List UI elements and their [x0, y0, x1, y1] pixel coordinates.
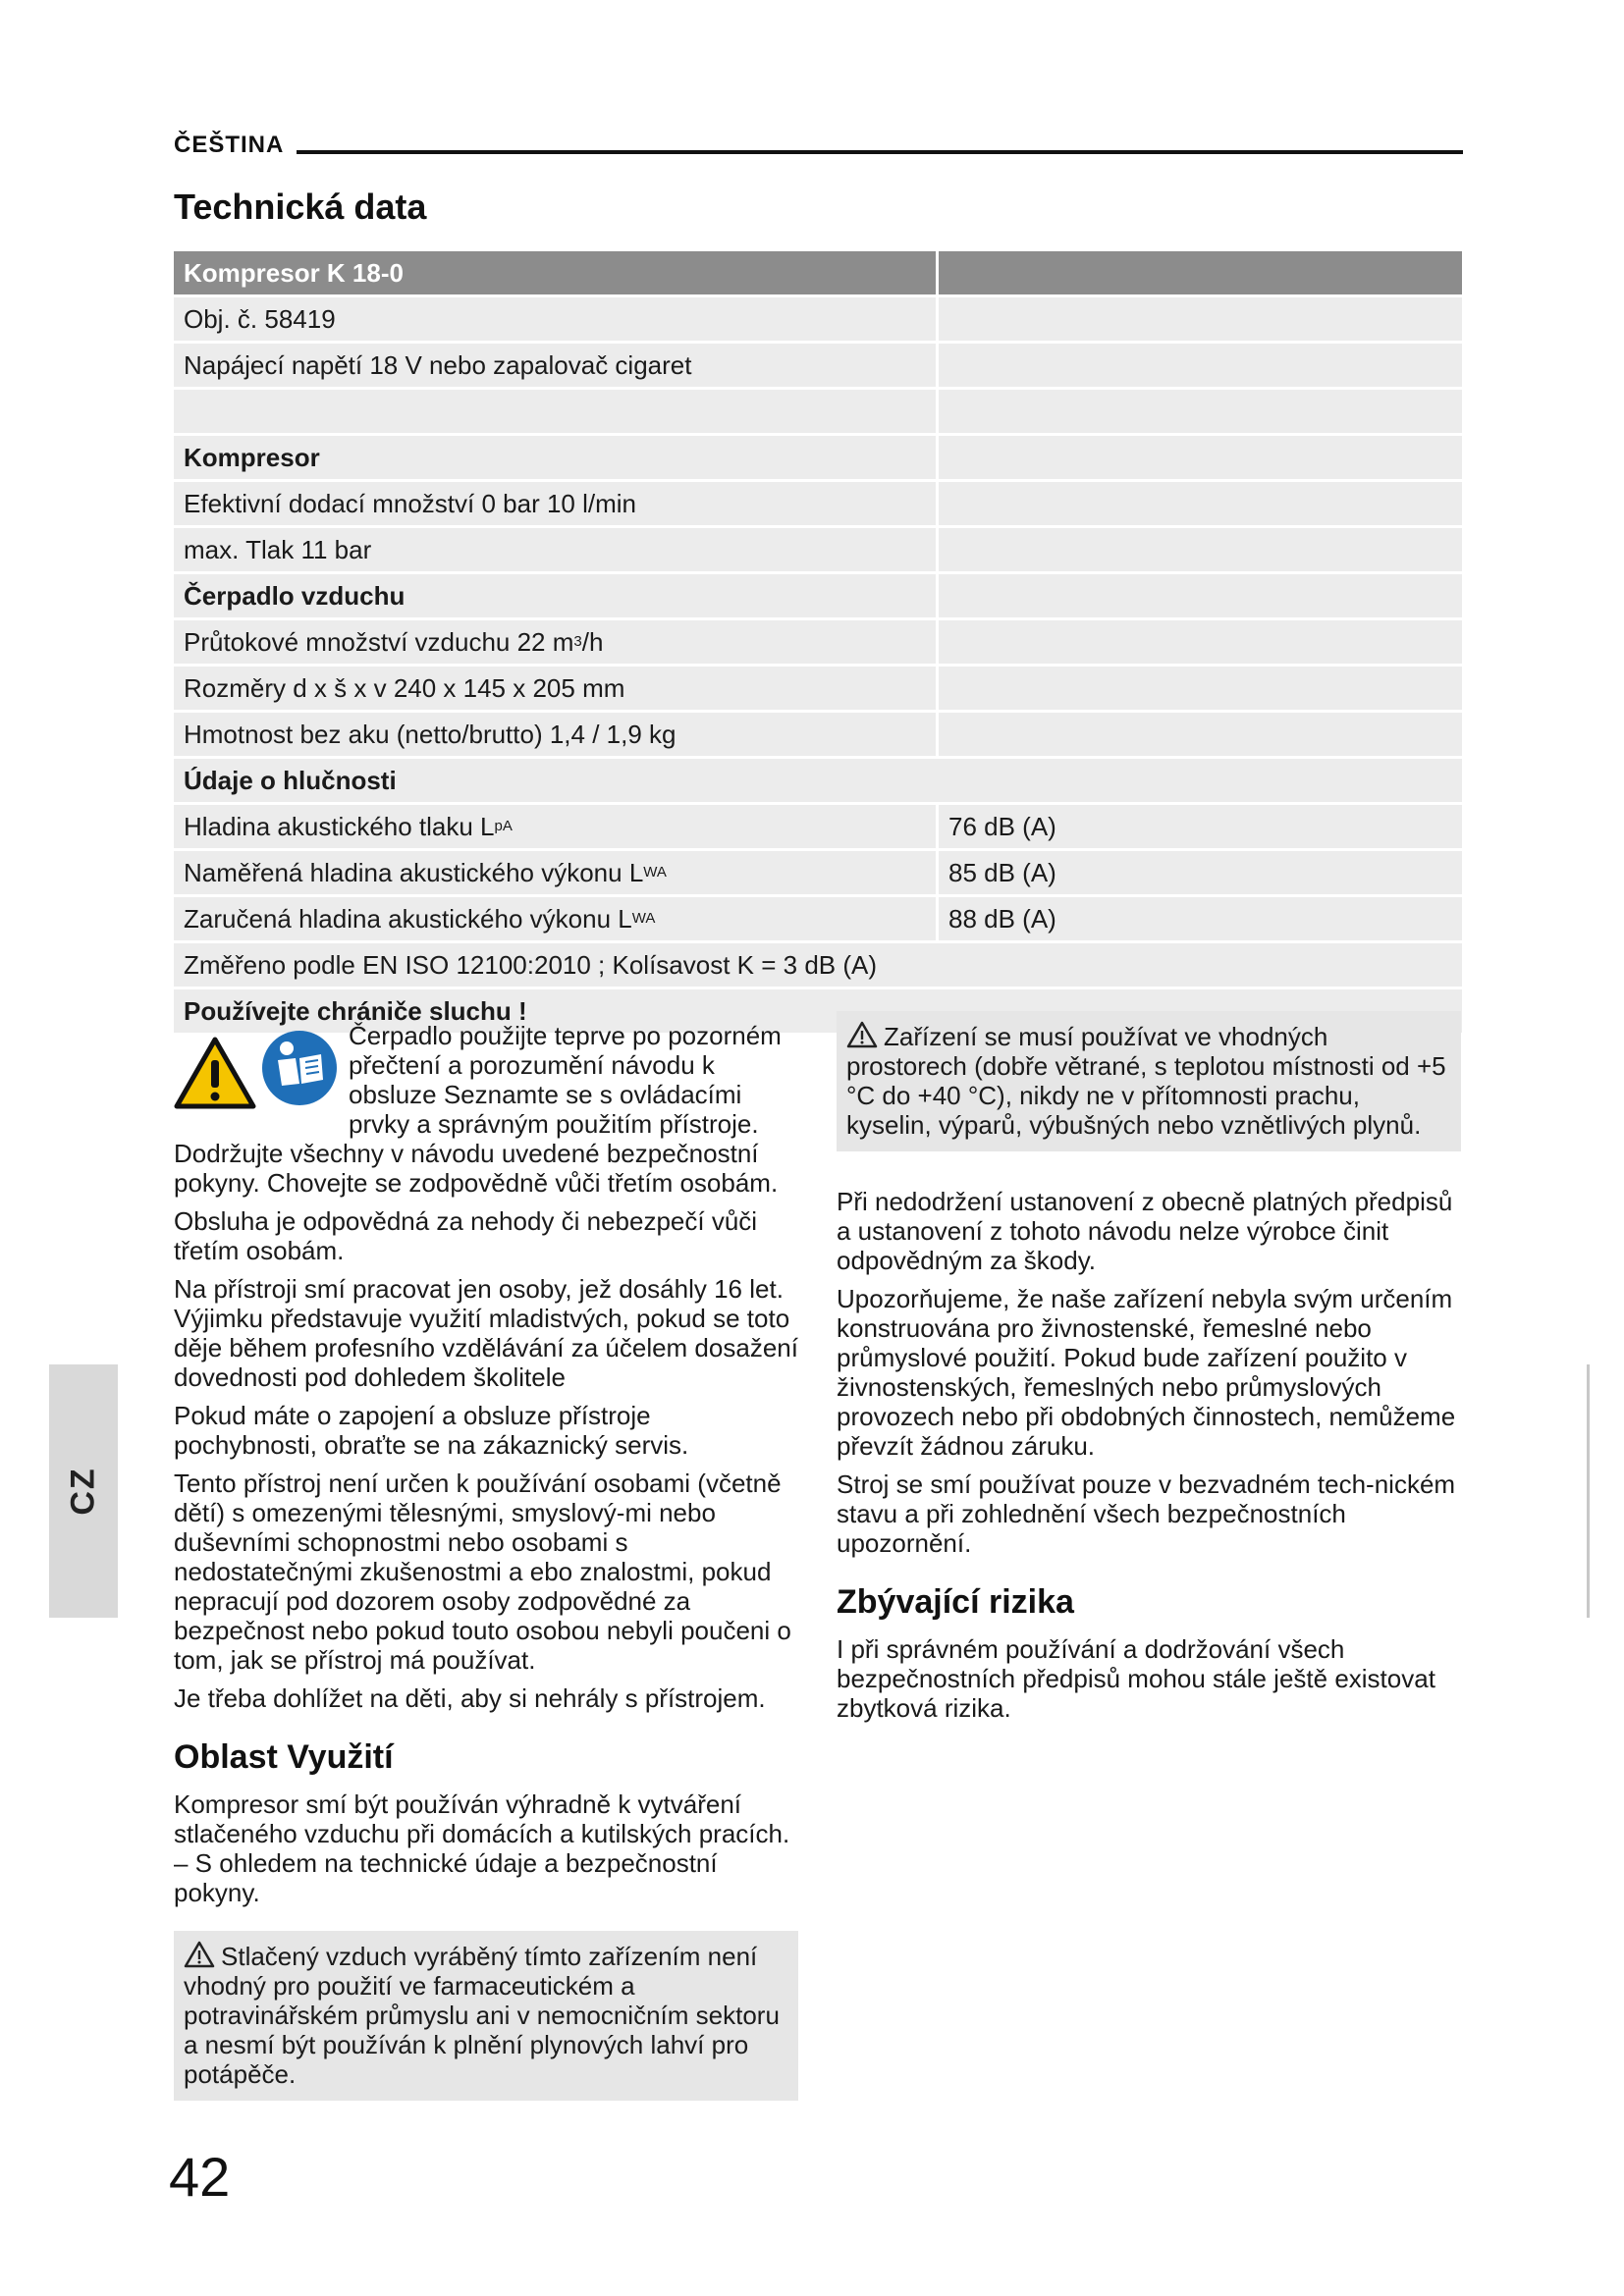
spec-row	[174, 387, 1462, 433]
paragraph: Obsluha je odpovědná za nehody či nebezpečí vůči třetím osobám.	[174, 1206, 758, 1265]
spec-row: Změřeno podle EN ISO 12100:2010 ; Kolísavost K = 3 dB (A)	[174, 940, 1462, 987]
spec-row-section: Čerpadlo vzduchu	[174, 571, 1462, 617]
spec-row: Efektivní dodací množství 0 bar 10 l/min	[174, 479, 1462, 525]
spec-row: Rozměry d x š x v 240 x 145 x 205 mm	[174, 664, 1462, 710]
paragraph: Na přístroji smí pracovat jen osoby, jež dosáhly 16 let. Výjimku představuje využití mladistvých, pokud se toto děje během profesního vzdělávání za účelem dosažení dovednosti pod dohledem školitele	[174, 1274, 798, 1392]
spec-row: max. Tlak 11 bar	[174, 525, 1462, 571]
read-manual-icon	[260, 1029, 339, 1107]
edge-line	[1587, 1364, 1590, 1618]
spec-row-note: Používejte chrániče sluchu !	[174, 987, 1462, 1033]
warning-outline-icon	[184, 1941, 215, 1968]
page-number: 42	[169, 2146, 231, 2208]
spec-table-header	[174, 251, 1462, 294]
intro-paragraph: Čerpadlo použijte teprve po pozorném přečtení a porozumění návodu k obsluze Seznamte se s ovládacími prvky a správným použitím přístroje. Dodržujte všechny v návodu uvedené bezpečnostní pokyny. Chovejte se zodpovědně vůči třetím osobám.	[174, 1021, 782, 1198]
header-rule	[297, 150, 1463, 154]
spec-row-section: Údaje o hlučnosti	[174, 756, 1462, 802]
paragraph: Tento přístroj není určen k používání osobami (včetně dětí) s omezenými tělesnými, smyslový-mi nebo duševními schopnostmi nebo osobami s nedostatečnými zkušenostmi a ebo znalostmi, pokud nepracují pod dozorem osoby zodpovědné za bezpečnost nebo pokud touto osobou nebyli poučeni o tom, jak se přístroj má používat.	[174, 1468, 791, 1675]
warning-box: Zařízení se musí používat ve vhodných prostorech (dobře větrané, s teplotou místnosti od +5 °C do +40 °C), nikdy ne v přítomnosti prachu, kyselin, výparů, výbušných nebo vznětlivých plynů.	[837, 1011, 1461, 1151]
language-side-tab: CZ	[49, 1364, 118, 1618]
paragraph: Upozorňujeme, že naše zařízení nebyla svým určením konstruována pro živnostenské, řemeslné nebo průmyslové použití. Pokud bude zařízení použito v živnostenských, řemeslných nebo průmyslových provozech nebo při obdobných činnostech, nemůžeme převzít žádnou záruku.	[837, 1284, 1456, 1461]
risks-heading: Zbývající rizika	[837, 1583, 1074, 1621]
usage-paragraph: Kompresor smí být používán výhradně k vytváření stlačeného vzduchu při domácích a kutilských pracích. – S ohledem na technické údaje a bezpečnostní pokyny.	[174, 1789, 790, 1907]
spec-row: Zaručená hladina akustického výkonu L WA 88 dB (A)	[174, 894, 1462, 940]
spec-row: Hladina akustického tlaku L pA 76 dB (A)	[174, 802, 1462, 848]
spec-row: Naměřená hladina akustického výkonu L WA 85 dB (A)	[174, 848, 1462, 894]
left-column	[174, 1021, 798, 2101]
spec-row: Obj. č. 58419	[174, 294, 1462, 341]
spec-table-title: Kompresor K 18-0	[174, 251, 936, 294]
safety-icons	[174, 1029, 349, 1115]
language-label: ČEŠTINA	[174, 132, 285, 158]
page-title: Technická data	[174, 187, 427, 227]
spec-row: Průtokové množství vzduchu 22 m 3 /h	[174, 617, 1462, 664]
usage-heading: Oblast Využití	[174, 1738, 394, 1776]
warning-triangle-icon	[174, 1037, 256, 1109]
spec-table	[174, 251, 1462, 1033]
spec-row: Napájecí napětí 18 V nebo zapalovač cigaret	[174, 341, 1462, 387]
paragraph: Pokud máte o zapojení a obsluze přístroje pochybnosti, obraťte se na zákaznický servis.	[174, 1401, 689, 1460]
paragraph: Při nedodržení ustanovení z obecně platných předpisů a ustanovení z tohoto návodu nelze výrobce činit odpovědným za škody.	[837, 1187, 1453, 1275]
paragraph: Je třeba dohlížet na děti, aby si nehrály s přístrojem.	[174, 1683, 766, 1713]
risks-paragraph: I při správném používání a dodržování všech bezpečnostních předpisů mohou stále ještě existovat zbytková rizika.	[837, 1634, 1435, 1723]
warning-outline-icon	[846, 1021, 878, 1048]
paragraph: Stroj se smí používat pouze v bezvadném tech-nickém stavu a při zohlednění všech bezpečnostních upozornění.	[837, 1469, 1456, 1558]
spec-row-section: Kompresor	[174, 433, 1462, 479]
spec-row: Hmotnost bez aku (netto/brutto) 1,4 / 1,9 kg	[174, 710, 1462, 756]
right-column	[837, 1011, 1461, 1732]
warning-box: Stlačený vzduch vyráběný tímto zařízením není vhodný pro použití ve farmaceutickém a potravinářském průmyslu ani v nemocničním sektoru a nesmí být používán k plnění plynových lahví pro potápěče.	[174, 1931, 798, 2101]
